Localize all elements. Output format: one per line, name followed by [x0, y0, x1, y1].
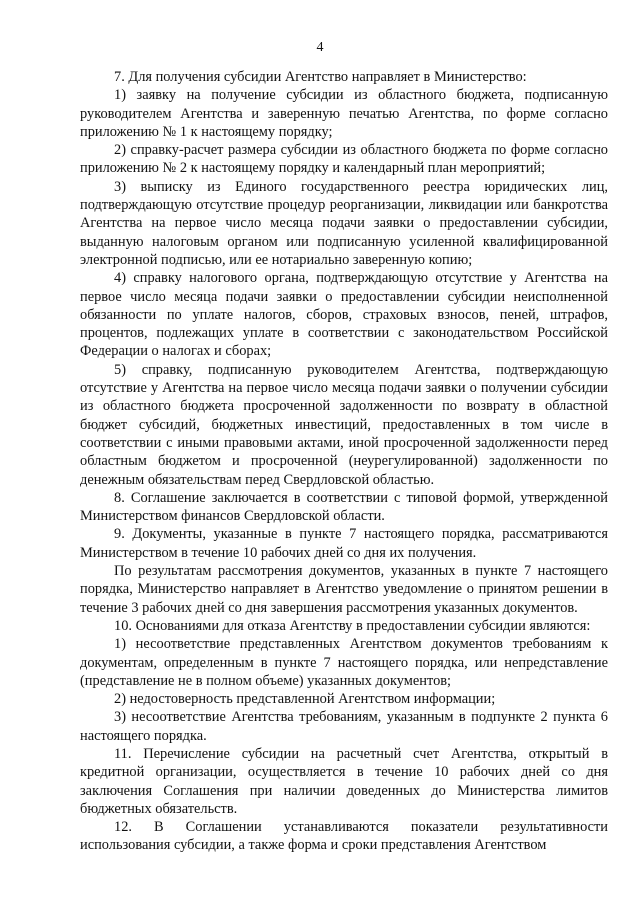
paragraph-7-item-1: 1) заявку на получение субсидии из областного бюджета, подписанную руководителем Агентства и заверенную печатью Агентства, по форме согласно приложению № 1 к настоящему порядку;	[80, 87, 608, 140]
paragraph-12: 12. В Соглашении устанавливаются показатели результативности использования субсидии, а также форма и сроки представления Агентством	[80, 819, 608, 854]
paragraph-7-item-5: 5) справку, подписанную руководителем Агентства, подтверждающую отсутствие у Агентства на первое число месяца подачи заявки о получении субсидии из областного бюджета просроченной задолженности по возврату в областной бюджет субсидий, бюджетных инвестиций, предоставленных в том числе в соответствии с иными правовыми актами, иной просроченной задолженности перед областным бюджетом и просроченной (неурегулированной) задолженности по денежным обязательствам перед Свердловской областью.	[80, 361, 608, 488]
paragraph-7-item-2: 2) справку-расчет размера субсидии из областного бюджета по форме согласно приложению № 2 к настоящему порядку и календарный план мероприятий;	[80, 142, 608, 177]
page-number: 4	[316, 40, 324, 55]
paragraph-11: 11. Перечисление субсидии на расчетный счет Агентства, открытый в кредитной организации, осуществляется в течение 10 рабочих дней со дня заключения Соглашения при наличии доведенных до Министерства лимитов бюджетных обязательств.	[80, 745, 608, 817]
paragraph-7-item-3: 3) выписку из Единого государственного реестра юридических лиц, подтверждающую отсутствие процедур реорганизации, ликвидации или банкротства Агентства на первое число месяца подачи заявки о предоставлении субсидии, выданную налоговым органом или подписанную усиленной квалифицированной электронной подписью, или ее нотариально заверенную копию;	[80, 178, 608, 268]
paragraph-9-continued: По результатам рассмотрения документов, указанных в пункте 7 настоящего порядка, Министерство направляет в Агентство уведомление о принятом решении в течение 3 рабочих дней со дня завершения рассмотрения указанных документов.	[80, 563, 608, 616]
paragraph-10-item-2: 2) недостоверность представленной Агентством информации;	[114, 691, 496, 708]
paragraph-7: 7. Для получения субсидии Агентство направляет в Министерство:	[114, 69, 527, 85]
paragraph-7-item-4: 4) справку налогового органа, подтверждающую отсутствие у Агентства на первое число месяца подачи заявки о предоставлении субсидии неисполненной обязанности по уплате налогов, сборов, страховых взносов, пеней, штрафов, процентов, подлежащих уплате в соответствии с законодательством Российской Федерации о налогах и сборах;	[80, 270, 608, 360]
paragraph-8: 8. Соглашение заключается в соответствии с типовой формой, утвержденной Министерством финансов Свердловской области.	[80, 489, 608, 525]
paragraph-10: 10. Основаниями для отказа Агентству в предоставлении субсидии являются:	[114, 617, 591, 634]
paragraph-10-item-3: 3) несоответствие Агентства требованиям, указанным в подпункте 2 пункта 6 настоящего порядка.	[80, 709, 608, 744]
paragraph-10-item-1: 1) несоответствие представленных Агентством документов требованиям к документам, определенным в пункте 7 настоящего порядка, или непредставление (представление не в полном объеме) указанных документов;	[80, 636, 608, 689]
paragraph-9: 9. Документы, указанные в пункте 7 настоящего порядка, рассматриваются Министерством в течение 10 рабочих дней со дня их получения.	[80, 526, 608, 561]
